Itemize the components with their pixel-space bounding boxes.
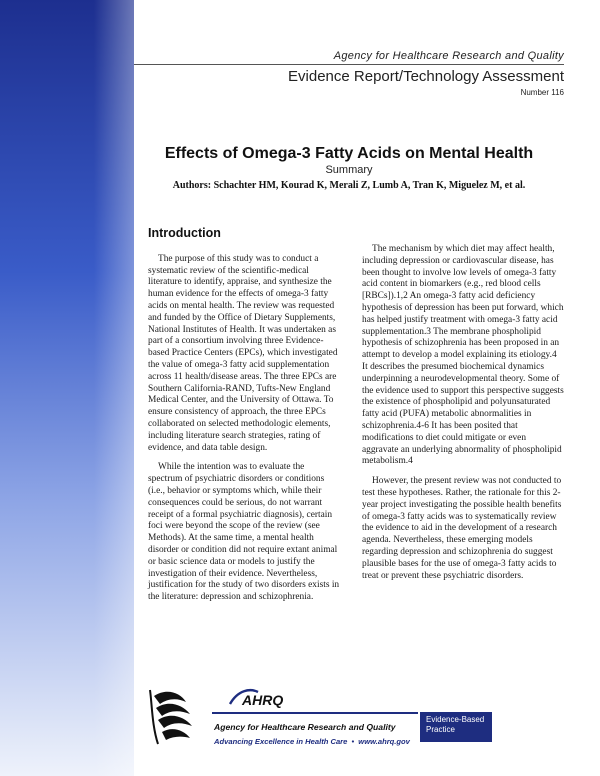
footer-rule [212,712,418,714]
evidence-based-practice-badge [420,712,492,742]
section-heading-introduction: Introduction [148,226,221,240]
ahrq-logo [228,686,298,708]
badge-line-2: Practice [426,725,455,734]
footer-agency: Agency for Healthcare Research and Quality [214,722,396,732]
right-paragraph-1: The mechanism by which diet may affect health, including depression or cardiovascular disease, has been thought to involve low levels of omega-3 fatty acid content in biomarkers (e.g., red blood cells [RBCs]).1,2 An omega-3 fatty acid deficiency hypothesis of depression has been put forward, which has helped justify treatment with omega-3 fatty acid supplementation.3 The membrane phospholipid hypothesis of schizophrenia has been proposed in an attempt to develop a model explaining its etiology.4 It describes the presumed biochemical dynamics underpinning a neurodevelopmental theory. Some of the evidence used to support this perspective suggests the existence of phospholipid and polyunsaturated fatty acid (PUFA) metabolic abnormalities in schizophrenia.4-6 It has been posited that modifications to diet could mitigate or even aggravate an underlying abnormality of phospholipid metabolism.4 [362,244,564,467]
footer-separator: • [351,737,355,746]
intro-paragraph-1: The purpose of this study was to conduct a systematic review of the scientific-medical literature to identify, appraise, and synthesize the human evidence for the effects of omega-3 fatty acids on mental health. The review was requested and funded by the Office of Dietary Supplements, National Institutes of Health. It was undertaken as part of a consortium involving three Evidence-based Practice Centers (EPCs), which investigated the value of omega-3 fatty acid supplementation across 11 health/disease areas. The three EPCs are Southern California-RAND, Tufts-New England Medical Center, and the University of Ottawa. To ensure consistency of approach, the three EPCs collaborated on selected methodologic elements, including literature search strategies, rating of evidence, and data table design. [148,253,338,453]
footer-tagline: Advancing Excellence in Health Care [214,737,348,746]
left-column [148,228,340,612]
document-authors: Authors: Schachter HM, Kourad K, Merali Z, Lumb A, Tran K, Miguelez M, et al. [172,180,526,191]
footer-url[interactable]: www.ahrq.gov [358,737,410,746]
header-rule [134,64,564,65]
right-column [362,244,564,590]
badge-line-1: Evidence-Based [426,715,485,724]
document-subtitle: Summary [325,164,373,176]
ahrq-logo-text: AHRQ [242,692,284,708]
footer-tagline-line [214,737,410,746]
side-band-fade [0,0,134,776]
report-type: Evidence Report/Technology Assessment [288,68,564,85]
right-paragraph-2: However, the present review was not conducted to test these hypotheses. Rather, the rationale for this 2-year project investigating the possible health benefits of omega-3 fatty acids was to systematically review the evidence to aid in the development of a research agenda. Nevertheless, these emerging models regarding depression and schizophrenia do suggest plausible bases for the use of omega-3 fatty acids to treat or prevent these psychiatric disorders. [362,476,562,581]
document-title: Effects of Omega-3 Fatty Acids on Mental Health [164,145,534,162]
hhs-eagle-logo-icon [146,686,202,748]
intro-paragraph-2: While the intention was to evaluate the spectrum of psychiatric disorders or conditions (i.e., behavior or symptoms which, while their consequences could be serious, do not warrant receipt of a formal psychiatric diagnosis), certain foci were beyond the scope of the review (see Methods). At the same time, a mental health disorder or condition did not require extant animal or basic science data or models to justify the investigation of their evidence. Nevertheless, justification for the study of two disorders exists in the literature: depression and schizophrenia. [148,462,340,603]
header-agency: Agency for Healthcare Research and Quality [333,50,564,62]
report-number: Number 116 [520,88,564,97]
